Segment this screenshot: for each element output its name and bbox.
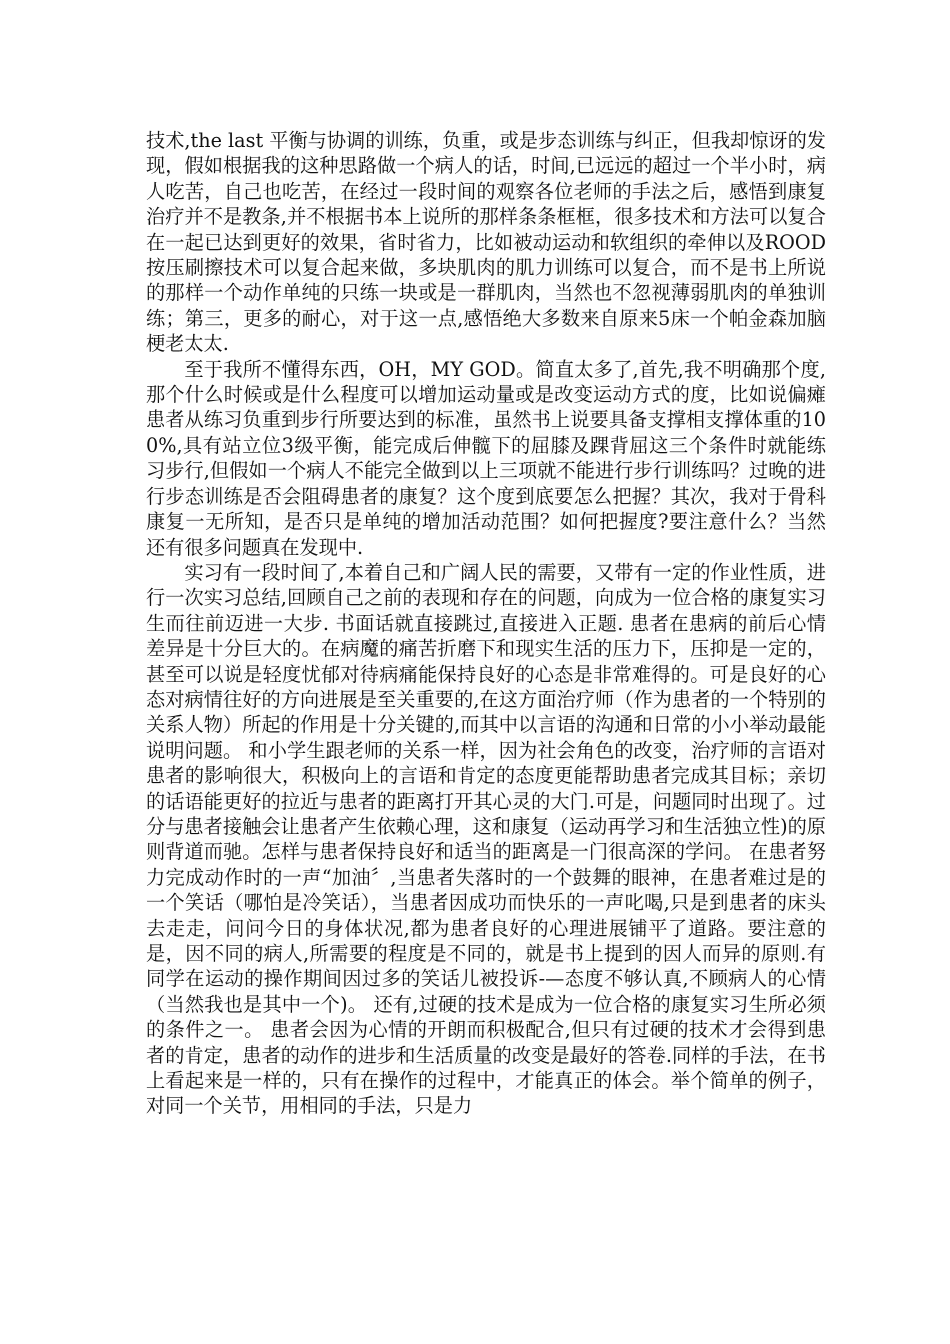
paragraph-unknowns: 至于我所不懂得东西，OH，MY GOD。简直太多了,首先,我不明确那个度,那个什么时候或是什么程度可以增加运动量或是改变运动方式的度，比如说偏瘫患者从练习负重到步行所要达到的标准，虽然书上说要具备支撑相支撑体重的100%,具有站立位3级平衡，能完成后伸髋下的屈膝及踝背屈这三个条件时就能练习步行,但假如一个病人不能完全做到以上三项就不能进行步行训练吗？过晚的进行步态训练是否会阻碍患者的康复？这个度到底要怎么把握？其次，我对于骨科康复一无所知，是否只是单纯的增加活动范围？如何把握度?要注意什么？当然还有很多问题真在发现中. <box>146 357 826 559</box>
paragraph-internship-summary: 实习有一段时间了,本着自己和广阔人民的需要，又带有一定的作业性质，进行一次实习总结,回顾自己之前的表现和存在的问题，向成为一位合格的康复实习生而往前迈进一大步. 书面话就直接跳过,直接进入正题. 患者在患病的前后心情差异是十分巨大的。在病魔的痛苦折磨下和现实生活的压力下，压抑是一定的，甚至可以说是轻度忧郁对待病痛能保持良好的心态是非常难得的。可是良好的心态对病情往好的方向进展是至关重要的,在这方面治疗师（作为患者的一个特别的关系人物）所起的作用是十分关键的,而其中以言语的沟通和日常的小小举动最能说明问题。 和小学生跟老师的关系一样，因为社会角色的改变，治疗师的言语对患者的影响很大，积极向上的言语和肯定的态度更能帮助患者完成其目标；亲切的话语能更好的拉近与患者的距离打开其心灵的大门.可是，问题同时出现了。过分与患者接触会让患者产生依赖心理，这和康复（运动再学习和生活独立性)的原则背道而驰。怎样与患者保持良好和适当的距离是一门很高深的学问。 在患者努力完成动作时的一声“加油〞,当患者失落时的一个鼓舞的眼神，在患者难过是的一个笑话（哪怕是冷笑话），当患者因成功而快乐的一声叱喝,只是到患者的床头去走走，问问今日的身体状况,都为患者良好的心理进展铺平了道路。要注意的是，因不同的病人,所需要的程度是不同的，就是书上提到的因人而异的原则.有同学在运动的操作期间因过多的笑话儿被投诉-—态度不够认真,不顾病人的心情（当然我也是其中一个)。 还有,过硬的技术是成为一位合格的康复实习生所必须的条件之一。 患者会因为心情的开朗而积极配合,但只有过硬的技术才会得到患者的肯定，患者的动作的进步和生活质量的改变是最好的答卷.同样的手法，在书上看起来是一样的，只有在操作的过程中，才能真正的体会。举个简单的例子，对同一个关节，用相同的手法，只是力 <box>146 560 826 1118</box>
document-page <box>146 128 826 1119</box>
paragraph-continued: 技术,the last 平衡与协调的训练，负重，或是步态训练与纠正，但我却惊讶的发现，假如根据我的这种思路做一个病人的话，时间,已远远的超过一个半小时，病人吃苦，自己也吃苦，在经过一段时间的观察各位老师的手法之后，感悟到康复治疗并不是教条,并不根据书本上说所的那样条条框框，很多技术和方法可以复合在一起已达到更好的效果，省时省力，比如被动运动和软组织的牵伸以及ROOD按压刷擦技术可以复合起来做，多块肌肉的肌力训练可以复合，而不是书上所说的那样一个动作单纯的只练一块或是一群肌肉，当然也不忽视薄弱肌肉的单独训练；第三，更多的耐心，对于这一点,感悟绝大多数来自原来5床一个帕金森加脑梗老太太. <box>146 129 826 356</box>
